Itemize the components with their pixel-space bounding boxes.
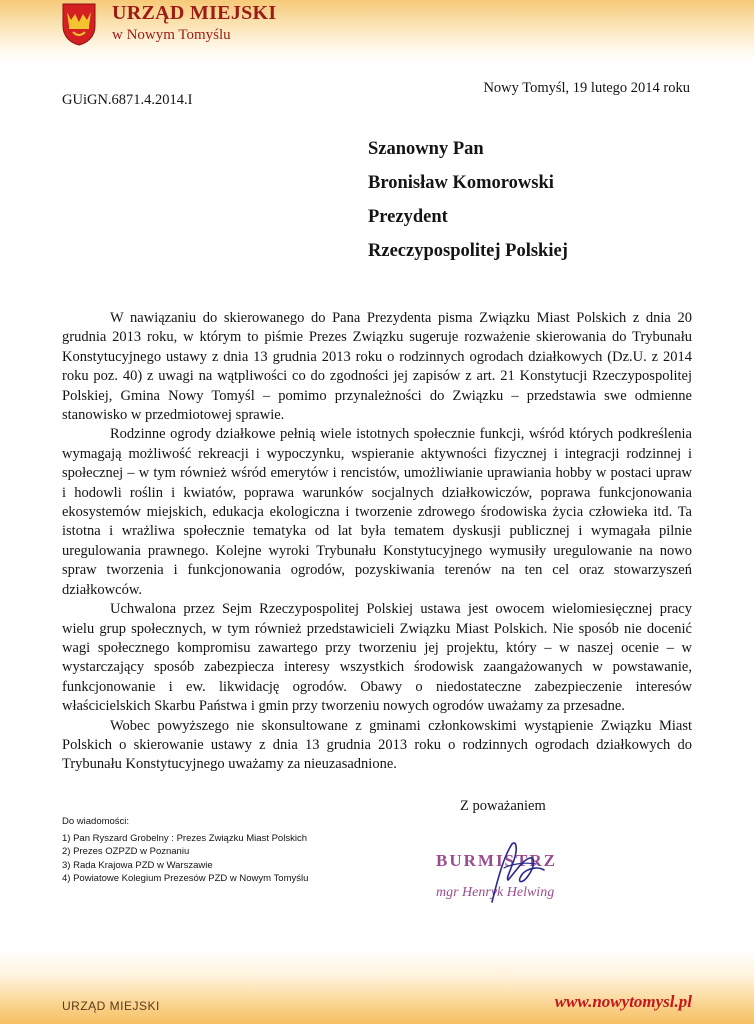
handwritten-signature bbox=[478, 838, 560, 908]
cc-item: 3) Rada Krajowa PZD w Warszawie bbox=[62, 859, 213, 871]
org-subtitle: w Nowym Tomyślu bbox=[112, 27, 231, 43]
place-date: Nowy Tomyśl, 19 lutego 2014 roku bbox=[483, 80, 690, 96]
body-paragraph: W nawiązaniu do skierowanego do Pana Prezydenta pisma Związku Miast Polskich z dnia 20 grudnia 2013 roku, w którym to piśmie Prezes Związku sugeruje rozważenie skierowania do Trybunału Konstytucyjnego ustawy z dnia 13 grudnia 2013 roku o rodzinnych ogrodach działkowych (Dz.U. z 2014 roku poz. 40) z uwagi na wątpliwości co do zgodności jej zapisów z art. 21 Konstytucji Rzeczypospolitej Polskiej, Gmina Nowy Tomyśl – pomimo przynależności do Związku – przedstawia swe odmienne stanowisko w przedmiotowej sprawie. bbox=[62, 310, 692, 424]
coat-of-arms-icon bbox=[61, 2, 97, 46]
body-paragraph: Wobec powyższego nie skonsultowane z gminami członkowskimi wystąpienie Związku Miast Polskich o skierowanie ustawy z dnia 13 grudnia 2013 roku o rodzinnych ogrodach działkowych do Trybunału Konstytucyjnego uważamy za nieuzasadnione. bbox=[62, 717, 692, 773]
cc-list bbox=[62, 815, 308, 885]
body-paragraph: Uchwalona przez Sejm Rzeczypospolitej Polskiej ustawa jest owocem wielomiesięcznej pracy wielu grup społecznych, w tym również przedstawicieli Związku Miast Polskich. Nie sposób nie docenić wagi społecznego kompromisu zawartego przy tworzeniu jej projektu, który – w naszej ocenie – w wystarczający sposób zabezpiecza interesy wszystkich środowisk zaangażowanych w powstawanie, funkcjonowanie i ew. likwidację ogrodów. Obawy o niedostateczne zabezpieczenie interesów właścicielskich Skarbu Państwa i gmin przy tworzeniu nowych ogrodów uważamy za przesadne. bbox=[62, 601, 692, 715]
stamp-title: BURMISTRZ bbox=[436, 851, 557, 870]
cc-item: 2) Prezes OZPZD w Poznaniu bbox=[62, 846, 190, 858]
cc-item: 1) Pan Ryszard Grobelny : Prezes Związku Miast Polskich bbox=[62, 833, 307, 845]
addressee-name: Bronisław Komorowski bbox=[368, 173, 554, 193]
salutation: Szanowny Pan bbox=[368, 139, 484, 159]
stamp-name: mgr Henryk Helwing bbox=[436, 885, 555, 900]
closing: Z poważaniem bbox=[460, 798, 546, 814]
addressee-block bbox=[368, 132, 568, 268]
org-name: URZĄD MIEJSKI bbox=[112, 2, 277, 24]
addressee-institution: Rzeczypospolitej Polskiej bbox=[368, 241, 568, 261]
footer-website: www.nowytomysl.pl bbox=[554, 992, 692, 1011]
footer-org-name: URZĄD MIEJSKI bbox=[62, 999, 160, 1013]
addressee-title: Prezydent bbox=[368, 207, 448, 227]
cc-title: Do wiadomości: bbox=[62, 816, 130, 827]
letter-body bbox=[62, 309, 692, 775]
cc-item: 4) Powiatowe Kolegium Prezesów PZD w Nowym Tomyślu bbox=[62, 872, 309, 884]
reference-number: GUiGN.6871.4.2014.I bbox=[62, 92, 193, 108]
body-paragraph: Rodzinne ogrody działkowe pełnią wiele istotnych społecznie funkcji, wśród których podkreślenia wymagają możliwość rekreacji i wypoczynku, wspieranie aktywności fizycznej i integracji rodzinnej i społecznej – w tym również wśród emerytów i rencistów, umożliwianie uprawiania hobby w postaci upraw i hodowli roślin i kwiatów, poprawa warunków socjalnych działkowiczów, poprawa funkcjonowania ekosystemów miejskich, edukacja ekologiczna i tworzenie zdrowego środowiska życia człowieka itd. Ta istotna i wrażliwa społecznie tematyka od lat była tematem dyskusji publicznej i wymagała pilnie uregulowania prawnego. Kolejne wyroki Trybunału Konstytucyjnego wymusiły uregulowanie na nowo spraw tworzenia i funkcjonowania ogrodów, pozyskiwania terenów na ten cel oraz stowarzyszeń działkowców. bbox=[62, 426, 692, 598]
